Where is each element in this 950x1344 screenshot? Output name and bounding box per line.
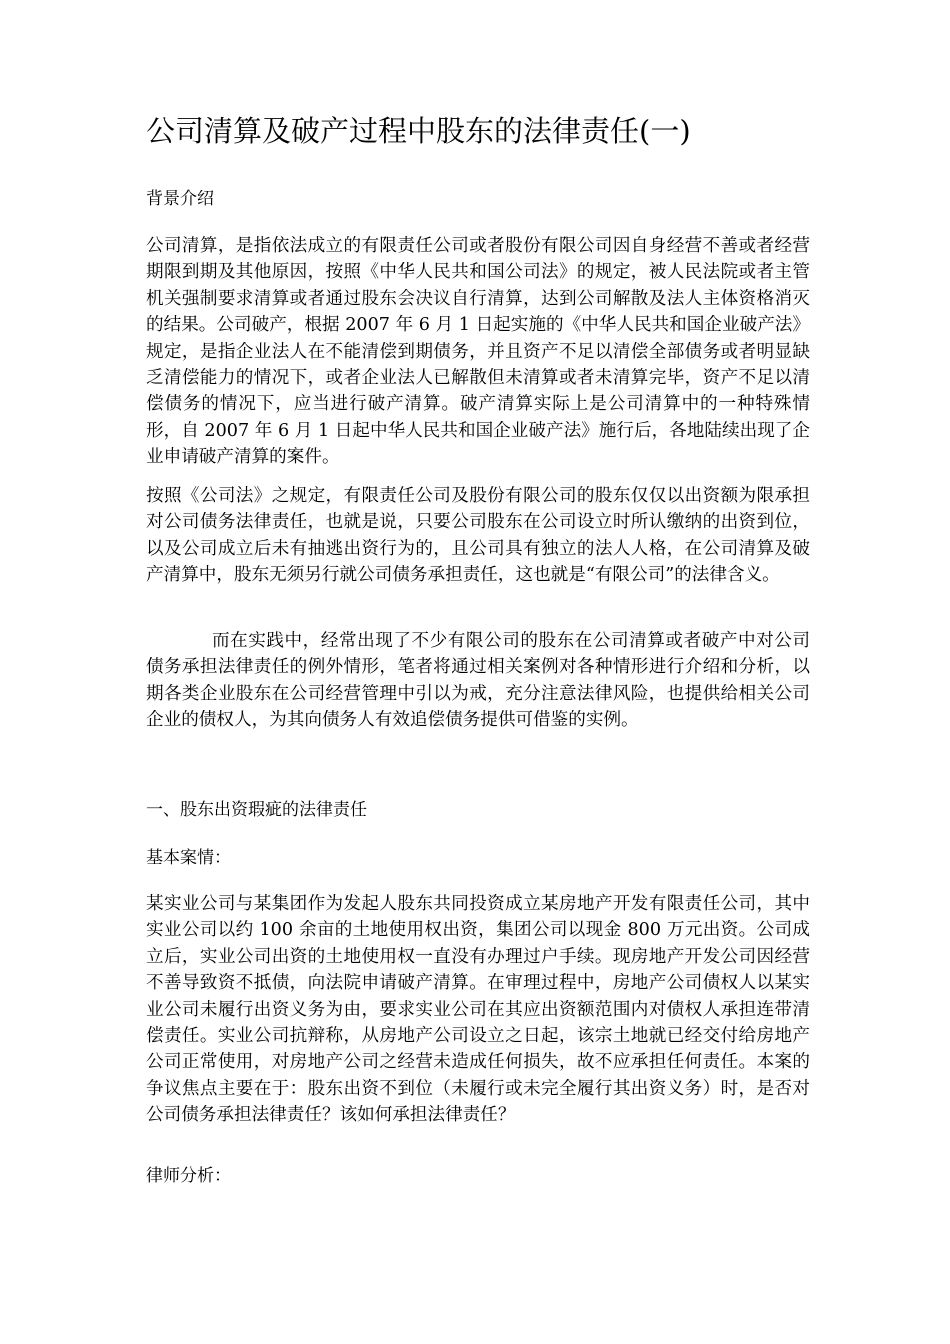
section-heading-capital-defect: 一、股东出资瑕疵的法律责任 [146,800,367,820]
subheading-case-facts: 基本案情： [146,848,231,868]
paragraph-case-facts: 某实业公司与某集团作为发起人股东共同投资成立某房地产开发有限责任公司，其中实业公司以约 100 余亩的土地使用权出资，集团公司以现金 800 万元出资。公司成立后，实业公司出资的土地使用权一直没有办理过户手续。现房地产开发公司因经营不善导致资不抵债，向法院申请破产清算。在审理过程中，房地产公司债权人以某实业公司未履行出资义务为由，要求实业公司在其应出资额范围内对债权人承担连带清偿责任。实业公司抗辩称，从房地产公司设立之日起，该宗土地就已经交付给房地产公司正常使用，对房地产公司之经营未造成任何损失，故不应承担任何责任。本案的争议焦点主要在于：股东出资不到位（未履行或未完全履行其出资义务）时，是否对公司债务承担法律责任？该如何承担法律责任？ [146,894,810,1126]
paragraph-company-law: 按照《公司法》之规定，有限责任公司及股份有限公司的股东仅仅以出资额为限承担对公司债务法律责任，也就是说，只要公司股东在公司设立时所认缴纳的出资到位，以及公司成立后未有抽逃出资行为的，且公司具有独立的法人人格，在公司清算及破产清算中，股东无须另行就公司债务承担责任，这也就是“有限公司”的法律含义。 [146,486,810,586]
document-title: 公司清算及破产过程中股东的法律责任(一) [146,114,691,148]
paragraph-practice-exceptions: 而在实践中，经常出现了不少有限公司的股东在公司清算或者破产中对公司债务承担法律责任的例外情形，笔者将通过相关案例对各种情形进行介绍和分析，以期各类企业股东在公司经营管理中引以为戒，充分注意法律风险，也提供给相关公司企业的债权人，为其向债务人有效追偿债务提供可借鉴的实例。 [146,631,810,731]
subheading-lawyer-analysis: 律师分析： [146,1166,231,1186]
section-heading-background: 背景介绍 [146,189,214,209]
paragraph-liquidation-definition: 公司清算，是指依法成立的有限责任公司或者股份有限公司因自身经营不善或者经营期限到期及其他原因，按照《中华人民共和国公司法》的规定，被人民法院或者主管机关强制要求清算或者通过股东会决议自行清算，达到公司解散及法人主体资格消灭的结果。公司破产，根据 2007 年 6 月 1 日起实施的《中华人民共和国企业破产法》规定，是指企业法人在不能清偿到期债务，并且资产不足以清偿全部债务或者明显缺乏清偿能力的情况下，或者企业法人已解散但未清算或者未清算完毕，资产不足以清偿债务的情况下，应当进行破产清算。破产清算实际上是公司清算中的一种特殊情形，自 2007 年 6 月 1 日起中华人民共和国企业破产法》施行后，各地陆续出现了企业申请破产清算的案件。 [146,236,810,468]
